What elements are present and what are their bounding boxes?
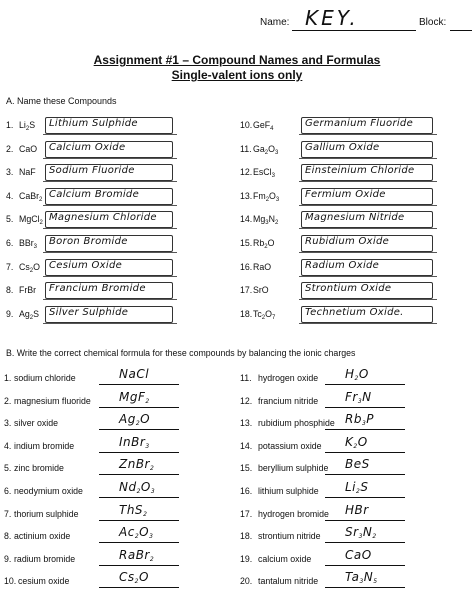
handwritten-formula: $Li_2S$	[345, 480, 369, 495]
compound-formula: $Li_2S$	[19, 120, 36, 132]
compound-formula: $Fm_2O_3$	[253, 190, 280, 203]
handwritten-formula: $Ta_3N_5$	[345, 570, 378, 586]
handwritten-formula: ZnBr$_2$	[119, 457, 155, 473]
compound-formula: FrBr	[19, 285, 37, 296]
handwritten-answer: Magnesium Nitride	[305, 212, 405, 224]
answer-underline	[325, 542, 405, 543]
compound-name: lithium sulphide	[258, 486, 319, 496]
handwritten-answer: Einsteinium Chloride	[305, 165, 415, 177]
item-number: 2.	[4, 395, 12, 406]
compound-formula: SrO	[253, 285, 269, 296]
compound-name: indium bromide	[14, 440, 75, 451]
section-b-heading: B. Write the correct chemical formula for these compounds by balancing the ionic charges	[6, 348, 356, 358]
compound-name: silver oxide	[14, 418, 59, 429]
section-a-heading: A. Name these Compounds	[6, 96, 117, 106]
item-number: 17.	[240, 508, 253, 519]
answer-underline	[299, 205, 437, 206]
answer-underline	[43, 299, 177, 300]
answer-underline	[325, 474, 405, 475]
compound-formula: $Ga_2O_3$	[253, 143, 279, 156]
compound-name: strontium nitride	[258, 531, 321, 542]
assignment-title: Assignment #1 – Compound Names and Formulas	[93, 53, 381, 67]
block-label: Block:	[419, 17, 447, 28]
answer-underline	[299, 252, 437, 253]
item-number: 11.	[240, 143, 252, 154]
compound-formula: $Ag_2S$	[19, 308, 39, 321]
item-number: 8.	[4, 531, 12, 542]
item-number: 13.	[240, 418, 253, 429]
handwritten-formula: $K_2O$	[345, 434, 368, 450]
handwritten-answer: Lithium Sulphide	[49, 118, 138, 129]
compound-formula: BBr$_3$	[19, 238, 38, 250]
item-number: 16.	[240, 261, 253, 272]
answer-underline	[99, 497, 179, 498]
handwritten-answer: Technetium Oxide.	[305, 306, 404, 318]
answer-underline	[325, 429, 405, 430]
item-number: 11.	[240, 373, 252, 383]
item-number: 18.	[240, 308, 253, 319]
item-number: 6.	[6, 238, 14, 248]
compound-formula: CaO	[19, 143, 38, 154]
item-number: 10.	[4, 576, 17, 587]
block-underline	[450, 30, 472, 31]
compound-formula: $Cs_2O$	[19, 261, 40, 274]
answer-underline	[43, 323, 177, 324]
compound-name: calcium oxide	[258, 553, 312, 564]
name-underline	[292, 30, 416, 31]
item-number: 3.	[6, 167, 14, 178]
item-number: 14.	[240, 440, 253, 451]
answer-underline	[99, 565, 179, 566]
item-number: 14.	[240, 214, 253, 225]
answer-underline	[99, 407, 179, 408]
answer-underline	[299, 181, 437, 182]
answer-underline	[43, 228, 177, 229]
compound-formula: $Tc_2O_7$	[253, 308, 276, 321]
compound-name: potassium oxide	[258, 440, 322, 451]
handwritten-formula: HBr	[345, 502, 369, 517]
handwritten-answer: Sodium Fluoride	[49, 165, 135, 177]
handwritten-formula: $Ag_2O$	[119, 412, 151, 428]
compound-name: hydrogen oxide	[258, 373, 319, 383]
compound-formula: RaO	[253, 261, 272, 272]
item-number: 4.	[4, 440, 12, 451]
answer-underline	[299, 134, 437, 135]
handwritten-answer: Francium Bromide	[49, 283, 146, 295]
handwritten-formula: MgF$_2$	[119, 389, 150, 405]
handwritten-formula: ThS$_2$	[119, 502, 148, 518]
compound-formula: EsCl$_3$	[253, 167, 275, 180]
answer-underline	[299, 228, 437, 229]
answer-underline	[99, 429, 179, 430]
handwritten-formula: InBr$_3$	[119, 434, 150, 450]
handwritten-answer: Rubidium Oxide	[305, 236, 390, 247]
compound-formula: CaBr$_2$	[19, 190, 43, 203]
item-number: 7.	[4, 508, 12, 519]
compound-formula: NaF	[19, 167, 36, 178]
answer-underline	[99, 587, 179, 588]
item-number: 1.	[4, 373, 12, 383]
name-value: KEY.	[305, 6, 359, 30]
compound-formula: GeF$_4$	[253, 120, 274, 132]
answer-underline	[43, 252, 177, 253]
answer-underline	[43, 134, 177, 135]
answer-underline	[99, 542, 179, 543]
answer-underline	[325, 452, 405, 453]
item-number: 17.	[240, 285, 253, 296]
item-number: 19.	[240, 553, 253, 564]
item-number: 15.	[240, 238, 253, 248]
handwritten-answer: Gallium Oxide	[305, 141, 380, 153]
compound-name: hydrogen bromide	[258, 508, 329, 519]
item-number: 5.	[6, 214, 14, 225]
handwritten-formula: $Ac_2O_3$	[119, 525, 154, 541]
handwritten-formula: $Nd_2O_3$	[119, 480, 156, 495]
name-label: Name:	[260, 17, 290, 28]
item-number: 12.	[240, 167, 253, 178]
compound-name: cesium oxide	[18, 576, 70, 587]
answer-underline	[99, 452, 179, 453]
handwritten-answer: Boron Bromide	[49, 236, 128, 247]
handwritten-formula: $H_2O$	[345, 367, 369, 382]
compound-name: radium bromide	[14, 553, 76, 564]
handwritten-formula: NaCl	[119, 367, 150, 381]
answer-underline	[325, 520, 405, 521]
handwritten-answer: Silver Sulphide	[49, 306, 129, 318]
handwritten-answer: Calcium Bromide	[49, 188, 140, 200]
handwritten-formula: $Rb_3P$	[345, 412, 375, 428]
item-number: 13.	[240, 190, 253, 201]
item-number: 16.	[240, 486, 253, 496]
compound-name: actinium oxide	[14, 531, 71, 542]
item-number: 9.	[6, 308, 14, 319]
item-number: 6.	[4, 486, 12, 496]
compound-name: neodymium oxide	[14, 486, 83, 496]
answer-underline	[43, 158, 177, 159]
item-number: 12.	[240, 395, 253, 406]
item-number: 9.	[4, 553, 12, 564]
answer-underline	[299, 158, 437, 159]
item-number: 5.	[4, 463, 12, 474]
answer-underline	[43, 276, 177, 277]
item-number: 1.	[6, 120, 14, 130]
answer-underline	[299, 323, 437, 324]
handwritten-answer: Fermium Oxide	[305, 188, 386, 200]
handwritten-formula: $Fr_3N$	[345, 389, 372, 405]
answer-underline	[299, 276, 437, 277]
assignment-subtitle: Single-valent ions only	[171, 68, 303, 82]
handwritten-answer: Germanium Fluoride	[305, 118, 414, 129]
item-number: 15.	[240, 463, 253, 474]
answer-underline	[299, 299, 437, 300]
answer-underline	[325, 587, 405, 588]
handwritten-formula: $Cs_2O$	[119, 570, 149, 586]
compound-formula: MgCl$_2$	[19, 214, 43, 227]
handwritten-answer: Cesium Oxide	[49, 259, 123, 271]
answer-underline	[325, 565, 405, 566]
answer-underline	[43, 181, 177, 182]
answer-underline	[325, 407, 405, 408]
handwritten-answer: Radium Oxide	[305, 259, 380, 271]
handwritten-answer: Magnesium Chloride	[49, 212, 157, 224]
handwritten-formula: BeS	[345, 457, 370, 472]
item-number: 18.	[240, 531, 253, 542]
answer-underline	[99, 474, 179, 475]
compound-name: beryllium sulphide	[258, 463, 329, 474]
answer-underline	[99, 520, 179, 521]
handwritten-formula: RaBr$_2$	[119, 547, 155, 563]
compound-name: zinc bromide	[14, 463, 64, 474]
item-number: 4.	[6, 190, 14, 201]
answer-underline	[99, 384, 179, 385]
handwritten-formula: CaO	[345, 547, 372, 562]
handwritten-answer: Calcium Oxide	[49, 141, 126, 153]
compound-name: thorium sulphide	[14, 508, 79, 519]
compound-formula: $Mg_3N_2$	[253, 214, 279, 227]
compound-name: francium nitride	[258, 395, 319, 406]
handwritten-answer: Strontium Oxide	[305, 283, 392, 295]
item-number: 10.	[240, 120, 253, 130]
compound-name: rubidium phosphide	[258, 418, 335, 429]
answer-underline	[325, 497, 405, 498]
compound-name: tantalum nitride	[258, 576, 319, 587]
item-number: 3.	[4, 418, 12, 429]
compound-formula: $Rb_2O$	[253, 238, 275, 250]
compound-name: sodium chloride	[14, 373, 76, 383]
compound-name: magnesium fluoride	[14, 395, 91, 406]
item-number: 8.	[6, 285, 14, 296]
answer-underline	[43, 205, 177, 206]
item-number: 7.	[6, 261, 14, 272]
item-number: 20.	[240, 576, 253, 587]
handwritten-formula: $Sr_3N_2$	[345, 525, 377, 541]
item-number: 2.	[6, 143, 14, 154]
answer-underline	[325, 384, 405, 385]
